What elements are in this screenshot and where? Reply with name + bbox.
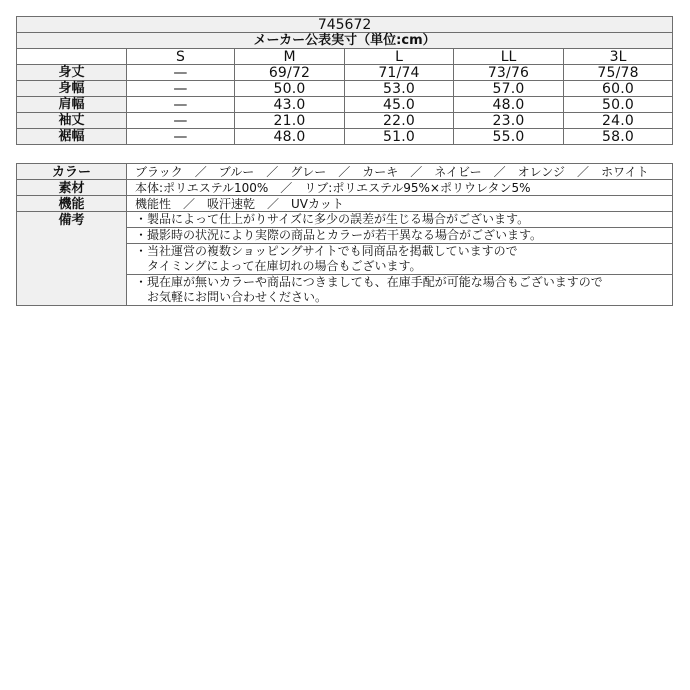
measurement-value: 57.0	[454, 81, 564, 97]
material-value: 本体:ポリエステル100% ／ リブ:ポリエステル95%×ポリウレタン5%	[127, 180, 673, 196]
measurement-label: 肩幅	[17, 97, 127, 113]
color-row	[17, 164, 673, 180]
measurement-row	[17, 97, 673, 113]
function-value: 機能性 ／ 吸汗速乾 ／ UVカット	[127, 196, 673, 212]
size-header: L	[345, 49, 454, 65]
note-item	[127, 275, 673, 306]
note-row	[17, 212, 673, 228]
measurement-value: 24.0	[564, 113, 673, 129]
color-value: ブラック ／ ブルー ／ グレー ／ カーキ ／ ネイビー ／ オレンジ ／ ホワイト	[127, 164, 673, 180]
measurement-value: 48.0	[454, 97, 564, 113]
measurement-value: 69/72	[235, 65, 345, 81]
measurement-value: —	[127, 129, 235, 145]
product-code: 745672	[17, 17, 673, 33]
measurement-row	[17, 81, 673, 97]
measurement-value: 50.0	[235, 81, 345, 97]
measurement-value: 75/78	[564, 65, 673, 81]
size-header: 3L	[564, 49, 673, 65]
note-item	[127, 212, 673, 228]
size-table	[16, 16, 673, 145]
note-text: タイミングによって在庫切れの場合もございます。	[135, 259, 422, 273]
material-row	[17, 180, 673, 196]
note-text: お気軽にお問い合わせください。	[135, 290, 328, 304]
measurement-value: —	[127, 113, 235, 129]
color-label: カラー	[17, 164, 127, 180]
measurement-value: —	[127, 65, 235, 81]
size-header: LL	[454, 49, 564, 65]
measurement-label: 身丈	[17, 65, 127, 81]
function-label: 機能	[17, 196, 127, 212]
measurement-row	[17, 129, 673, 145]
measurement-value: 53.0	[345, 81, 454, 97]
measurement-label: 袖丈	[17, 113, 127, 129]
measurement-label: 裾幅	[17, 129, 127, 145]
material-label: 素材	[17, 180, 127, 196]
note-item	[127, 244, 673, 275]
size-header: S	[127, 49, 235, 65]
measurement-value: 60.0	[564, 81, 673, 97]
measurement-label: 身幅	[17, 81, 127, 97]
note-item	[127, 228, 673, 244]
note-text: ・当社運営の複数ショッピングサイトでも同商品を掲載していますので	[135, 244, 518, 258]
measurement-row	[17, 65, 673, 81]
measurement-value: 22.0	[345, 113, 454, 129]
measurement-value: 71/74	[345, 65, 454, 81]
function-row	[17, 196, 673, 212]
measurement-value: 55.0	[454, 129, 564, 145]
measurement-value: —	[127, 97, 235, 113]
measurement-value: 50.0	[564, 97, 673, 113]
measurement-value: 48.0	[235, 129, 345, 145]
measurement-value: 43.0	[235, 97, 345, 113]
note-text: ・撮影時の状況により実際の商品とカラーが若干異なる場合がございます。	[135, 228, 543, 242]
measurement-value: 51.0	[345, 129, 454, 145]
measurement-value: 73/76	[454, 65, 564, 81]
measurement-value: 45.0	[345, 97, 454, 113]
product-info-table	[16, 163, 673, 306]
size-table-title: メーカー公表実寸（単位:cm）	[17, 33, 673, 49]
size-header-empty	[17, 49, 127, 65]
size-header: M	[235, 49, 345, 65]
note-text: ・製品によって仕上がりサイズに多少の誤差が生じる場合がございます。	[135, 212, 530, 226]
measurement-value: 21.0	[235, 113, 345, 129]
measurement-value: 58.0	[564, 129, 673, 145]
measurement-value: 23.0	[454, 113, 564, 129]
note-text: ・現在庫が無いカラーや商品につきましても、在庫手配が可能な場合もございますので	[135, 275, 603, 289]
measurement-value: —	[127, 81, 235, 97]
notes-label: 備考	[17, 212, 127, 306]
measurement-row	[17, 113, 673, 129]
